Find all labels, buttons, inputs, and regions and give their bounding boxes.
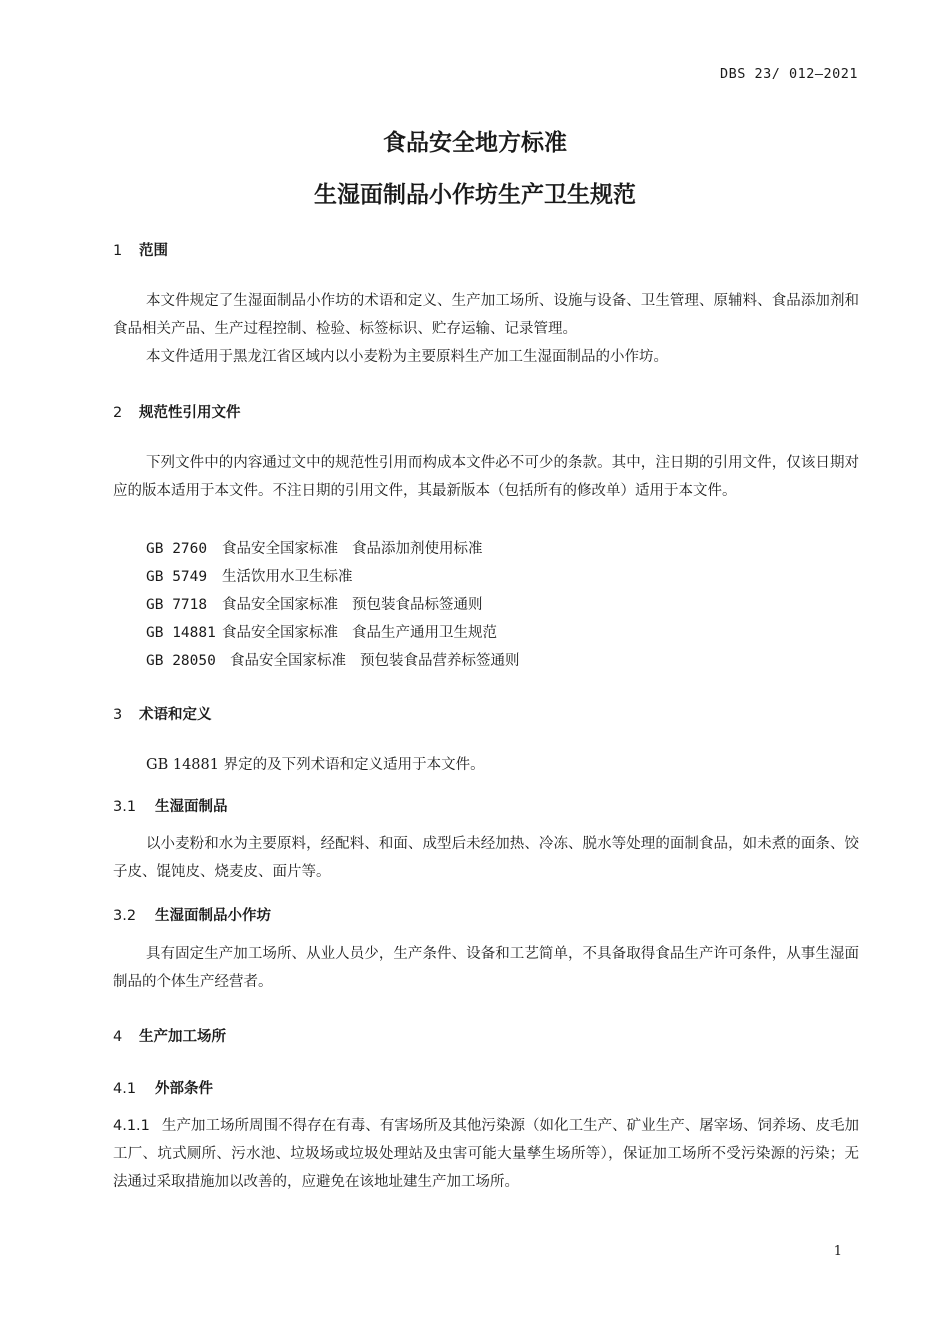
term-definition-3-2: 具有固定生产加工场所、从业人员少，生产条件、设备和工艺简单，不具备取得食品生产许可条件，从事生湿面制品的个体生产经营者。 <box>113 946 859 990</box>
reference-title-part-1: 食品安全国家标准 <box>230 653 346 669</box>
reference-code: GB 7718 <box>146 597 208 613</box>
page-number: 1 <box>833 1244 842 1259</box>
section-number: 4 <box>113 1029 123 1045</box>
section-number: 3 <box>113 707 123 723</box>
reference-item <box>146 537 483 558</box>
section-title: 范围 <box>139 243 168 259</box>
subsection-title: 外部条件 <box>155 1081 213 1097</box>
clause-text: 生产加工场所周围不得存在有毒、有害场所及其他污染源（如化工生产、矿业生产、屠宰场、饲养场、皮毛加工厂、坑式厕所、污水池、垃圾场或垃圾处理站及虫害可能大量孳生场所等），保证加工场所不受污染源的污染；无法通过采取措施加以改善的，应避免在该地址建生产加工场所。 <box>113 1118 859 1190</box>
subsection-number: 3.1 <box>113 799 137 815</box>
terms-intro-paragraph: GB 14881 界定的及下列术语和定义适用于本文件。 <box>146 757 485 773</box>
subsection-title: 生湿面制品 <box>155 799 228 815</box>
scope-paragraph-1: 本文件规定了生湿面制品小作坊的术语和定义、生产加工场所、设施与设备、卫生管理、原辅料、食品添加剂和食品相关产品、生产过程控制、检验、标签标识、贮存运输、记录管理。 <box>113 293 859 337</box>
reference-title-part-1: 生活饮用水卫生标准 <box>222 569 353 585</box>
term-definition-3-1: 以小麦粉和水为主要原料，经配料、和面、成型后未经加热、冷冻、脱水等处理的面制食品，如未煮的面条、饺子皮、馄饨皮、烧麦皮、面片等。 <box>113 836 859 880</box>
section-title: 术语和定义 <box>139 707 212 723</box>
reference-item <box>146 565 353 586</box>
reference-title-part-1: 食品安全国家标准 <box>222 597 338 613</box>
reference-item <box>146 621 497 642</box>
section-title: 规范性引用文件 <box>139 405 241 421</box>
scope-paragraph-2: 本文件适用于黑龙江省区域内以小麦粉为主要原料生产加工生湿面制品的小作坊。 <box>146 349 668 365</box>
section-heading-3 <box>113 703 212 724</box>
subsection-heading-3-1 <box>113 795 228 816</box>
reference-title-part-2: 食品生产通用卫生规范 <box>352 625 497 641</box>
section-heading-1 <box>113 239 168 260</box>
subsection-heading-3-2 <box>113 904 271 925</box>
clause-number: 4.1.1 <box>113 1118 150 1134</box>
document-title-line-1: 食品安全地方标准 <box>383 130 567 156</box>
reference-item <box>146 593 483 614</box>
document-number: DBS 23/ 012—2021 <box>719 66 858 82</box>
reference-code: GB 28050 <box>146 653 216 669</box>
reference-title-part-2: 食品添加剂使用标准 <box>352 541 483 557</box>
reference-title-part-2: 预包装食品标签通则 <box>352 597 483 613</box>
reference-title-part-1: 食品安全国家标准 <box>222 541 338 557</box>
section-heading-4 <box>113 1025 226 1046</box>
clause-4-1-1 <box>113 1112 859 1196</box>
section-heading-2 <box>113 401 241 422</box>
references-intro-paragraph: 下列文件中的内容通过文中的规范性引用而构成本文件必不可少的条款。其中，注日期的引用文件，仅该日期对应的版本适用于本文件。不注日期的引用文件，其最新版本（包括所有的修改单）适用于本文件。 <box>113 455 859 499</box>
reference-code: GB 2760 <box>146 541 208 557</box>
document-title-line-2: 生湿面制品小作坊生产卫生规范 <box>314 182 636 208</box>
reference-item <box>146 649 520 670</box>
reference-title-part-2: 预包装食品营养标签通则 <box>360 653 520 669</box>
subsection-number: 3.2 <box>113 908 137 924</box>
subsection-number: 4.1 <box>113 1081 137 1097</box>
section-number: 1 <box>113 243 123 259</box>
reference-title-part-1: 食品安全国家标准 <box>222 625 338 641</box>
section-number: 2 <box>113 405 123 421</box>
reference-code: GB 14881 <box>146 625 216 641</box>
subsection-heading-4-1 <box>113 1077 213 1098</box>
subsection-title: 生湿面制品小作坊 <box>155 908 271 924</box>
reference-code: GB 5749 <box>146 569 208 585</box>
section-title: 生产加工场所 <box>139 1029 226 1045</box>
